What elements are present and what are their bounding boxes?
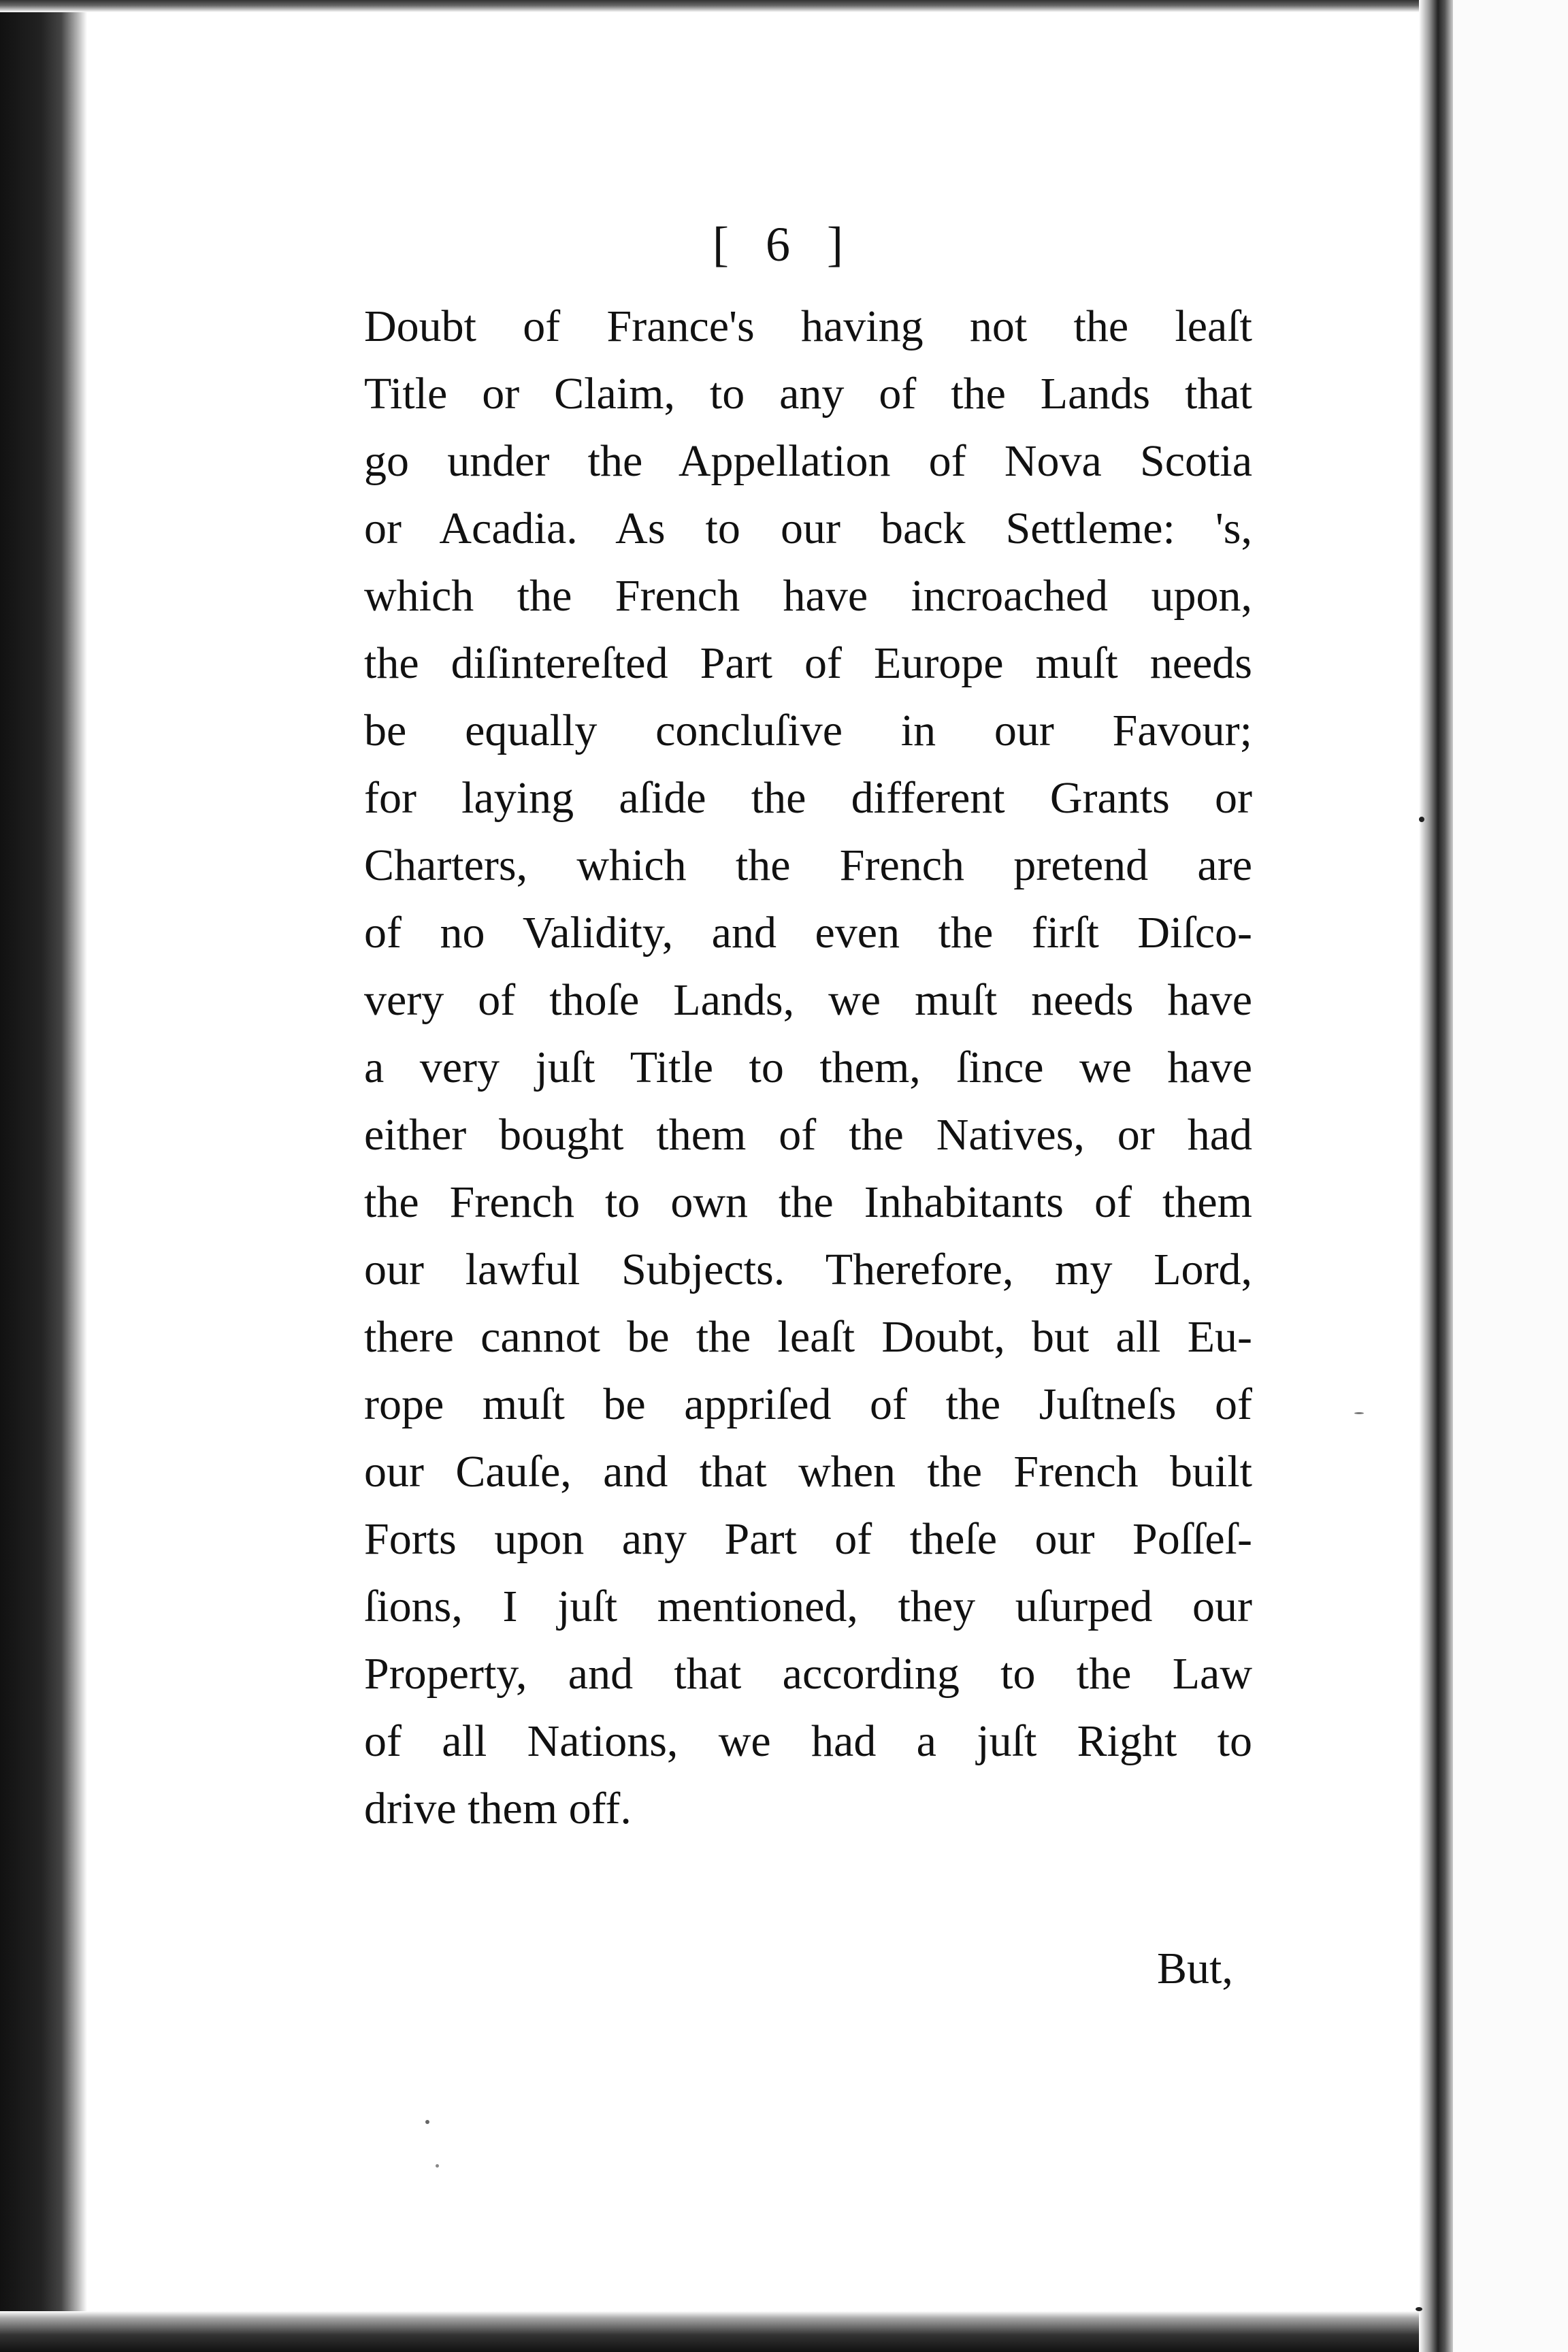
scan-border-left xyxy=(0,0,87,2352)
text-line: drive them off. xyxy=(364,1784,632,1833)
text-line: our lawful Subjects. Therefore, my Lord, xyxy=(364,1245,1252,1294)
text-line: or Acadia. As to our back Settleme: 's, xyxy=(364,504,1252,553)
text-line: Title or Claim, to any of the Lands that xyxy=(364,369,1252,419)
text-line: Property, and that according to the Law xyxy=(364,1649,1252,1699)
text-line: there cannot be the leaſt Doubt, but all Eu- xyxy=(364,1312,1252,1362)
text-line: of no Validity, and even the firſt Diſco- xyxy=(364,908,1252,958)
text-line: Doubt of France's having not the leaſt xyxy=(364,301,1252,351)
text-line: Charters, which the French pretend are xyxy=(364,840,1252,890)
scan-speck xyxy=(436,2164,439,2168)
scan-speck xyxy=(1419,817,1424,822)
text-line: be equally concluſive in our Favour; xyxy=(364,706,1252,755)
text-line: go under the Appellation of Nova Scotia xyxy=(364,436,1252,486)
text-line: ſions, I juſt mentioned, they uſurped our xyxy=(364,1582,1252,1631)
scan-speck xyxy=(1354,1412,1364,1414)
text-line: very of thoſe Lands, we muſt needs have xyxy=(364,975,1252,1025)
text-line: a very juſt Title to them, ſince we have xyxy=(364,1043,1252,1092)
scan-speck xyxy=(425,2120,429,2124)
text-line: either bought them of the Natives, or had xyxy=(364,1110,1252,1160)
text-line: Forts upon any Part of theſe our Poſſeſ- xyxy=(364,1514,1252,1564)
body-text xyxy=(364,293,1252,1842)
facing-page-edge xyxy=(1453,0,1568,2352)
scan-border-top xyxy=(0,0,1443,12)
catchword: But, xyxy=(1157,1944,1233,1993)
text-line: of all Nations, we had a juſt Right to xyxy=(364,1716,1252,1766)
text-line: our Cauſe, and that when the French built xyxy=(364,1447,1252,1497)
book-gutter xyxy=(1419,0,1453,2352)
page-number-header: [ 6 ] xyxy=(713,217,855,272)
text-line: which the French have incroached upon, xyxy=(364,571,1252,621)
text-line: rope muſt be appriſed of the Juſtneſs of xyxy=(364,1379,1252,1429)
text-line: the diſintereſted Part of Europe muſt needs xyxy=(364,638,1252,688)
scan-border-bottom xyxy=(0,2311,1568,2352)
scan-speck xyxy=(1416,2307,1422,2311)
text-line: the French to own the Inhabitants of them xyxy=(364,1177,1252,1227)
text-line: for laying aſide the different Grants or xyxy=(364,773,1252,823)
